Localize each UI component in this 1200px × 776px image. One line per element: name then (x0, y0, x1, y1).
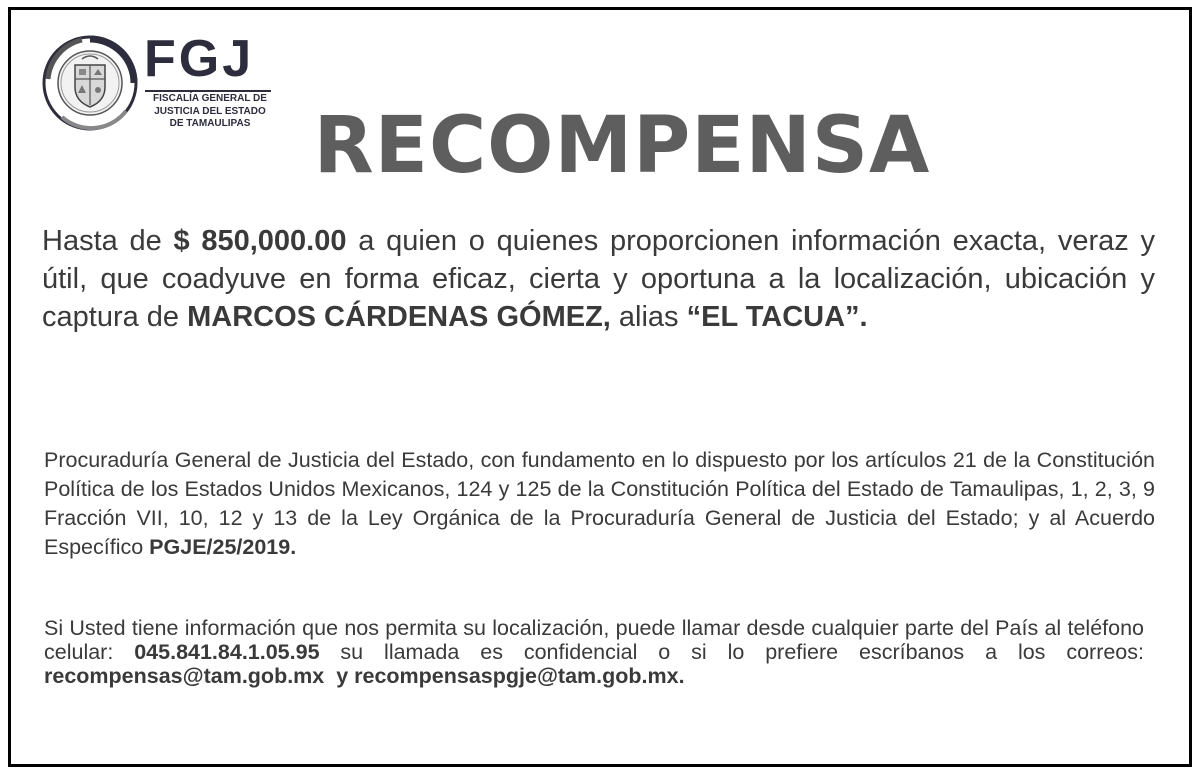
notice-title: RECOMPENSA (313, 101, 931, 191)
fgj-acronym: FGJ (144, 30, 255, 88)
email-separator: y (324, 664, 355, 688)
logo-subtitle-line-3: DE TAMAULIPAS (169, 118, 251, 129)
email-recompensas: recompensas@tam.gob.mx (44, 664, 325, 688)
reward-amount: $ 850,000.00 (173, 225, 347, 257)
fgj-logo (42, 30, 282, 135)
logo-subtitle-line-2: JUSTICIA DEL ESTADO (154, 105, 266, 117)
seal-icon (42, 35, 138, 131)
logo-subtitle (145, 93, 275, 131)
email-recompensaspgje: recompensaspgje@tam.gob.mx. (354, 664, 685, 688)
reward-description: a quien o quienes proporcionen información exacta, veraz y útil, que coadyuve en forma eficaz, cierta y oportuna a la localización, ubicación y captura de (42, 225, 1155, 333)
wanted-alias: “EL TACUA”. (686, 301, 868, 333)
reward-paragraph (42, 222, 1155, 336)
contact-email-intro: su llamada es confidencial o si lo prefiere escríbanos a los correos: (319, 640, 1144, 664)
reward-intro: Hasta de (42, 225, 174, 257)
alias-label: alias (610, 301, 687, 333)
phone-number: 045.841.84.1.05.95 (134, 640, 320, 664)
wanted-name: MARCOS CÁRDENAS GÓMEZ, (187, 301, 611, 333)
contact-intro: Si Usted tiene información que nos permita su localización, puede llamar desde cualquier parte del País al teléfono celular: (44, 616, 1144, 664)
logo-subtitle-line-1: FISCALÍA GENERAL DE (153, 93, 267, 104)
logo-divider (145, 90, 271, 92)
legal-basis-paragraph (44, 446, 1155, 562)
legal-basis-text: Procuraduría General de Justicia del Estado, con fundamento en lo dispuesto por los artículos 21 de la Constitución Política de los Estados Unidos Mexicanos, 124 y 125 de la Constitución Política del Estado de Tamaulipas, 1, 2, 3, 9 Fracción VII, 10, 12 y 13 de la Ley Orgánica de la Procuraduría General de Justicia del Estado; y al Acuerdo Específico (44, 448, 1155, 559)
agreement-code: PGJE/25/2019. (149, 535, 297, 559)
contact-paragraph (44, 616, 1144, 688)
